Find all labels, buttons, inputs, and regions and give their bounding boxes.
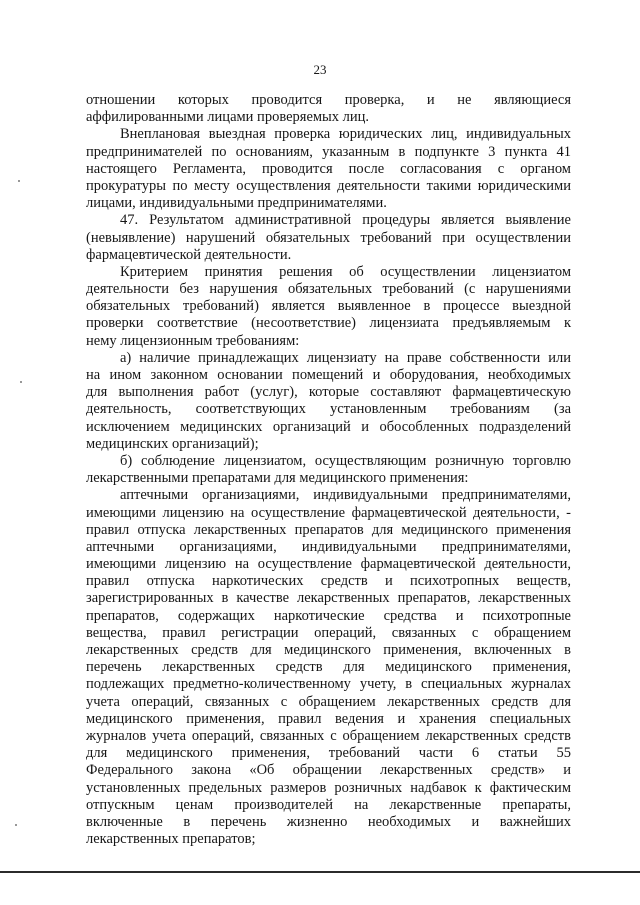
text-line: исключением медицинских организаций и обособленных подразделений: [86, 418, 571, 435]
text-line: лекарственных препаратов;: [86, 831, 256, 848]
page-bottom-rule: [0, 871, 640, 873]
text-line: отпускным ценам производителей на лекарственные препараты,: [86, 796, 571, 813]
text-line: Федерального закона «Об обращении лекарственных средств» и: [86, 762, 571, 779]
text-line: для медицинского применения, требований части 6 статьи 55: [86, 745, 571, 762]
text-line: обязательных требований) является выявленное в процессе выездной: [86, 298, 571, 315]
text-line: вещества, правил регистрации операций, связанных с обращением: [86, 624, 571, 641]
text-line: включенные в перечень жизненно необходимых и важнейших: [86, 813, 571, 830]
text-line: подлежащих предметно-количественному учету, в специальных журналах: [86, 676, 571, 693]
text-line: прокуратуры по месту осуществления деятельности такими юридическими: [86, 177, 571, 194]
scan-speck: [20, 381, 22, 383]
text-line: отношении которых проводится проверка, и не являющиеся: [86, 92, 571, 108]
text-line: Внеплановая выездная проверка юридических лиц, индивидуальных: [120, 126, 571, 143]
text-line: препаратов, содержащих наркотические средства и психотропные: [86, 607, 571, 624]
document-body: [86, 92, 571, 848]
text-line: деятельности без нарушения обязательных требований (с нарушениями: [86, 281, 571, 298]
text-line: правил отпуска наркотических средств и психотропных веществ,: [86, 573, 571, 590]
text-line: проверки соответствие (несоответствие) лицензиата предъявляемым к: [86, 315, 571, 332]
text-line: деятельность, соответствующих установленным требованиям (за: [86, 401, 571, 418]
text-line: для выполнения работ (услуг), которые составляют фармацевтическую: [86, 384, 571, 401]
text-line: а) наличие принадлежащих лицензиату на праве собственности или: [120, 349, 571, 366]
text-line: учета операций, связанных с обращением лекарственных средств для: [86, 693, 571, 710]
text-line: установленных предельных размеров розничных надбавок к фактическим: [86, 779, 571, 796]
text-line: медицинского применения, правил ведения и хранения специальных: [86, 710, 571, 727]
text-line: б) соблюдение лицензиатом, осуществляющим розничную торговлю: [120, 452, 571, 469]
scan-speck: [15, 824, 17, 826]
text-line: предпринимателей по основаниям, указанным в подпункте 3 пункта 41: [86, 143, 571, 160]
text-line: правил отпуска лекарственных препаратов для медицинского применения: [86, 521, 571, 538]
scan-speck: [18, 180, 20, 182]
text-line: (невыявление) нарушений обязательных требований при осуществлении: [86, 229, 571, 246]
text-line: имеющими лицензию на осуществление фармацевтической деятельности, -: [86, 504, 571, 521]
text-line: аптечными организациями, индивидуальными предпринимателями,: [120, 487, 571, 504]
text-line: аптечными организациями, индивидуальными предпринимателями,: [86, 538, 571, 555]
page-number: 23: [313, 62, 327, 77]
text-line: перечень лекарственных средств для медицинского применения,: [86, 659, 571, 676]
text-line: нему лицензионным требованиям:: [86, 332, 300, 349]
text-line: лекарственных средств для медицинского применения, включенных в: [86, 642, 571, 658]
text-line: имеющими лицензию на осуществление фармацевтической деятельности,: [86, 556, 571, 573]
text-line: аффилированными лицами проверяемых лиц.: [86, 109, 370, 126]
text-line: лицами, индивидуальными предпринимателями.: [86, 195, 387, 212]
text-line: лекарственными препаратами для медицинского применения:: [86, 470, 469, 487]
text-line: зарегистрированных в качестве лекарственных препаратов, лекарственных: [86, 590, 571, 607]
text-line: фармацевтической деятельности.: [86, 246, 292, 263]
text-line: Критерием принятия решения об осуществлении лицензиатом: [120, 263, 571, 280]
text-line: настоящего Регламента, проводится после согласования с органом: [86, 160, 571, 177]
text-line: журналов учета операций, связанных с обращением лекарственных средств: [86, 727, 571, 744]
text-line: медицинских организаций);: [86, 435, 259, 452]
text-line: на ином законном основании помещений и оборудования, необходимых: [86, 367, 571, 383]
text-line: 47. Результатом административной процедуры является выявление: [120, 212, 571, 229]
